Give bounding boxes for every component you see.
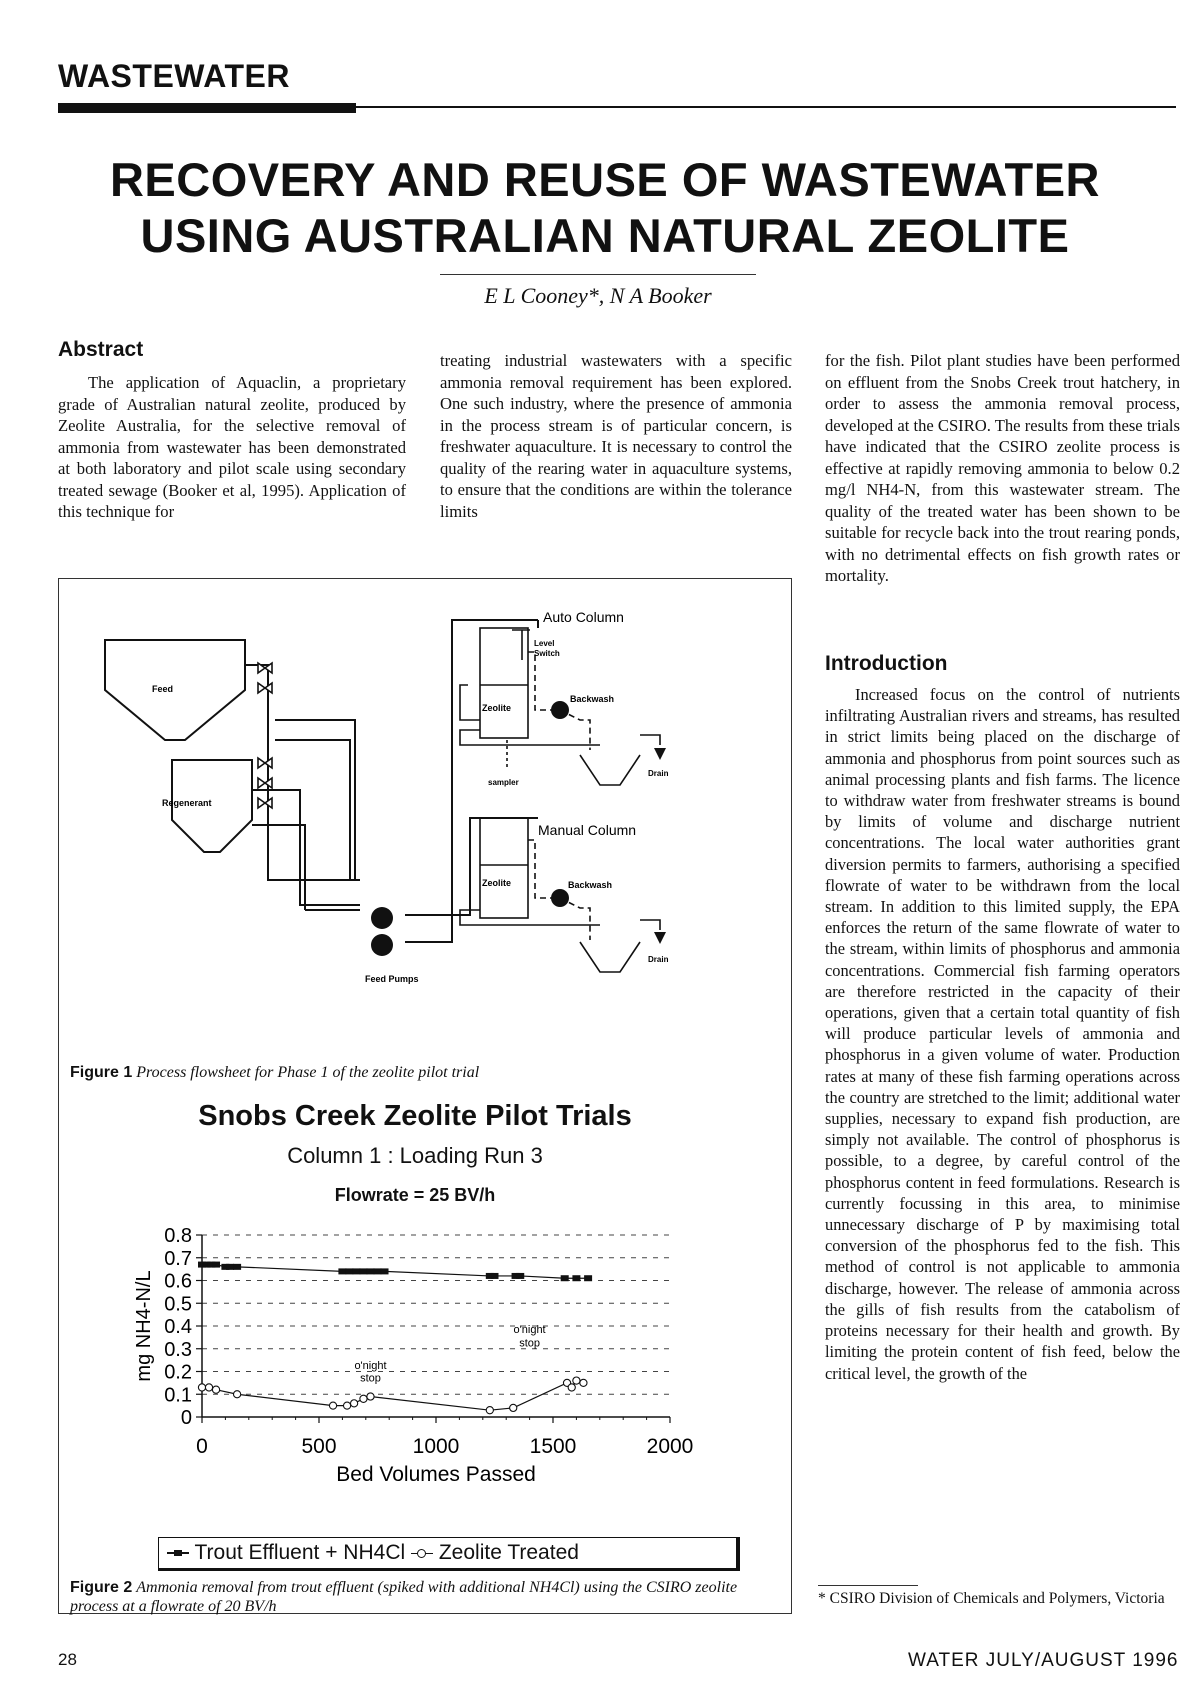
effluent-point-20 bbox=[584, 1275, 592, 1281]
treated-point-10 bbox=[510, 1404, 517, 1411]
y-tick-label-8: 0.8 bbox=[164, 1225, 192, 1247]
treated-point-7 bbox=[360, 1395, 367, 1402]
footnote: * CSIRO Division of Chemicals and Polymers, Victoria bbox=[818, 1590, 1165, 1607]
effluent-point-5 bbox=[226, 1264, 234, 1270]
figure2-caption bbox=[70, 1578, 770, 1616]
label-feed-pumps: Feed Pumps bbox=[365, 974, 419, 984]
introduction-heading: Introduction bbox=[825, 652, 948, 675]
legend-marker-square bbox=[167, 1552, 189, 1554]
figure1-caption-label: Figure 1 bbox=[70, 1064, 133, 1081]
treated-point-0 bbox=[198, 1384, 205, 1391]
drain-arrow-b bbox=[654, 932, 666, 944]
x-tick-label-1: 500 bbox=[301, 1435, 337, 1458]
valve-3 bbox=[258, 758, 272, 768]
label-feed: Feed bbox=[152, 684, 174, 694]
x-tick-label-2: 1000 bbox=[412, 1435, 460, 1458]
label-manual-column: Manual Column bbox=[538, 822, 637, 838]
title-line-2: USING AUSTRALIAN NATURAL ZEOLITE bbox=[140, 209, 1070, 262]
label-regenerant: Regenerant bbox=[162, 798, 212, 808]
chart-y-label: mg NH4-N/L bbox=[133, 1270, 155, 1382]
treated-point-1 bbox=[205, 1384, 212, 1391]
treated-point-6 bbox=[351, 1400, 358, 1407]
abstract-heading: Abstract bbox=[58, 338, 144, 361]
abstract-col1-text: The application of Aquaclin, a proprietary grade of Australian natural zeolite, produced by Zeolite Australia, for the selective removal of ammonia from wastewater has been demonstrated at both laboratory and pilot scale using secondary treated sewage (Booker et al, 1995). Application of this technique for bbox=[58, 373, 406, 521]
label-backwash-b: Backwash bbox=[568, 880, 613, 890]
footnote-rule bbox=[818, 1585, 918, 1586]
effluent-point-15 bbox=[491, 1273, 499, 1279]
y-tick-label-4: 0.4 bbox=[164, 1316, 192, 1338]
annotation-3: stop bbox=[519, 1337, 540, 1350]
valve-group bbox=[258, 663, 272, 808]
treated-point-2 bbox=[212, 1386, 219, 1393]
ammonia-chart bbox=[120, 1205, 760, 1505]
drain-vessel-a bbox=[580, 755, 640, 785]
treated-point-9 bbox=[486, 1407, 493, 1414]
abstract-col3 bbox=[825, 350, 1180, 587]
treated-point-13 bbox=[573, 1377, 580, 1384]
label-level-switch-1: Level bbox=[534, 639, 555, 648]
annotation-2: o'night bbox=[513, 1323, 546, 1336]
effluent-point-8 bbox=[345, 1268, 353, 1274]
abstract-col2 bbox=[440, 350, 792, 522]
manual-column bbox=[480, 818, 528, 918]
label-backwash-a: Backwash bbox=[570, 694, 615, 704]
effluent-point-19 bbox=[572, 1275, 580, 1281]
treated-point-8 bbox=[367, 1393, 374, 1400]
valve-2 bbox=[258, 683, 272, 693]
y-tick-label-1: 0.1 bbox=[164, 1384, 192, 1407]
introduction-body bbox=[825, 684, 1180, 1384]
title-line-1: RECOVERY AND REUSE OF WASTEWATER bbox=[109, 153, 1101, 206]
effluent-point-13 bbox=[381, 1268, 389, 1274]
annotation-1: stop bbox=[360, 1372, 381, 1385]
valve-4 bbox=[258, 778, 272, 788]
backwash-pump-b bbox=[551, 889, 569, 907]
effluent-point-18 bbox=[561, 1275, 569, 1281]
y-tick-label-0: 0 bbox=[180, 1407, 192, 1429]
y-tick-label-6: 0.6 bbox=[164, 1270, 192, 1293]
treated-point-12 bbox=[568, 1384, 575, 1391]
journal-footer: WATER JULY/AUGUST 1996 bbox=[908, 1650, 1179, 1671]
effluent-point-3 bbox=[212, 1262, 220, 1268]
label-zeolite-b: Zeolite bbox=[482, 878, 512, 888]
figure1-caption bbox=[70, 1063, 770, 1082]
label-zeolite-a: Zeolite bbox=[482, 703, 512, 713]
y-tick-label-3: 0.3 bbox=[164, 1338, 192, 1361]
drain-arrow-a bbox=[654, 748, 666, 760]
abstract-col2-text: treating industrial wastewaters with a specific ammonia removal requirement has been explored. One such industry, where the presence of ammonia in the process stream is of particular concern, is freshwater aquaculture. It is necessary to control the quality of the rearing water in aquaculture systems, to ensure that the conditions are within the tolerance limits bbox=[440, 351, 792, 521]
authors: E L Cooney*, N A Booker bbox=[484, 283, 712, 308]
x-tick-label-0: 0 bbox=[196, 1435, 208, 1458]
label-sampler: sampler bbox=[488, 778, 519, 787]
chart-subtitle-2: Flowrate = 25 BV/h bbox=[334, 1185, 496, 1205]
y-tick-label-5: 0.5 bbox=[164, 1293, 192, 1316]
legend-label-effluent: Trout Effluent + NH4Cl bbox=[194, 1541, 406, 1564]
x-tick-label-3: 1500 bbox=[529, 1435, 577, 1458]
legend-marker-circle bbox=[411, 1553, 433, 1554]
y-tick-label-7: 0.7 bbox=[164, 1247, 192, 1270]
effluent-point-9 bbox=[352, 1268, 360, 1274]
chart-x-label: Bed Volumes Passed bbox=[336, 1463, 536, 1486]
backwash-pump-a bbox=[551, 701, 569, 719]
section-bar bbox=[58, 103, 356, 113]
auto-column bbox=[480, 628, 528, 738]
abstract-col1 bbox=[58, 372, 406, 523]
x-tick-label-4: 2000 bbox=[646, 1435, 694, 1458]
authors-rule bbox=[440, 274, 756, 275]
annotation-0: o'night bbox=[354, 1360, 387, 1373]
effluent-point-7 bbox=[338, 1268, 346, 1274]
feed-pump-2 bbox=[371, 934, 393, 956]
chart-legend bbox=[158, 1537, 740, 1571]
y-tick-label-2: 0.2 bbox=[164, 1361, 192, 1384]
effluent-point-17 bbox=[516, 1273, 524, 1279]
label-auto-column: Auto Column bbox=[543, 609, 624, 625]
section-label: WASTEWATER bbox=[58, 58, 290, 94]
label-drain-a: Drain bbox=[648, 769, 669, 778]
section-rule bbox=[356, 106, 1176, 108]
feed-tank bbox=[105, 640, 245, 740]
valve-5 bbox=[258, 798, 272, 808]
chart-title: Snobs Creek Zeolite Pilot Trials bbox=[198, 1100, 632, 1132]
effluent-point-11 bbox=[366, 1268, 374, 1274]
introduction-text: Increased focus on the control of nutrients infiltrating Australian rivers and streams, has resulted in strict limits being placed on the discharge of ammonia and phosphorus from point sources such as animal processing plants and fish farms. The licence to withdraw water from freshwater streams is bound by limits of volume and discharge nutrient concentrations. The local water authorities grant diversion permits to farmers, authorising a specified flowrate of water to be withdrawn from the local stream. In addition to this limited supply, the EPA enforces the return of the same flowrate of water to the stream, within limits of phosphorus and ammonia concentrations. Commercial fish farming operators are therefore restricted in the capacity of their operations, given that a certain total quantity of fish will produce particular levels of ammonia and phosphorus in a given volume of water. Production rates at many of these fish farming operations across the country are stretched to the limit; additional water supplies, necessary to expand fish production, are simply not available. The control of phosphorus is possible, to a degree, by careful control of the phosphorus content in feed formulations. Research is currently focussing in this area, to minimise unnecessary discharge of P by maximising total conversion of the phosphorus fed to the fish. This method of control is not applicable to ammonia discharge, however. The release of ammonia across the gills of fish results from the catabolism of proteins necessary for their health and growth. By limiting the protein content of fish feed, below the critical level, the growth of the bbox=[825, 685, 1180, 1383]
treated-point-3 bbox=[234, 1391, 241, 1398]
chart-subtitle: Column 1 : Loading Run 3 bbox=[287, 1143, 543, 1168]
figure2-caption-label: Figure 2 bbox=[70, 1579, 133, 1596]
effluent-point-10 bbox=[359, 1268, 367, 1274]
legend-label-treated: Zeolite Treated bbox=[438, 1541, 579, 1564]
treated-point-14 bbox=[580, 1379, 587, 1386]
effluent-point-12 bbox=[374, 1268, 382, 1274]
treated-point-5 bbox=[343, 1402, 350, 1409]
label-drain-b: Drain bbox=[648, 955, 669, 964]
feed-pump-1 bbox=[371, 907, 393, 929]
label-level-switch-2: Switch bbox=[534, 649, 560, 658]
figure2-caption-text: Ammonia removal from trout effluent (spiked with additional NH4Cl) using the CSIRO zeolite process at a flowrate of 20 BV/h bbox=[70, 1579, 738, 1615]
article-title bbox=[40, 152, 1170, 264]
drain-vessel-b bbox=[580, 942, 640, 972]
abstract-col3-text: for the fish. Pilot plant studies have been performed on effluent from the Snobs Creek trout hatchery, in order to assess the ammonia removal process, developed at the CSIRO. The results from these trials have indicated that the CSIRO zeolite process is effective at rapidly removing ammonia to below 0.2 mg/l NH4-N, from this wastewater stream. The quality of the treated water has been shown to be suitable for recycle back into the trout rearing ponds, with no detrimental effects on fish growth rates or mortality. bbox=[825, 351, 1180, 585]
page-number: 28 bbox=[58, 1650, 77, 1669]
series-effluent-line bbox=[202, 1265, 588, 1279]
series-treated-line bbox=[202, 1381, 583, 1411]
process-flowsheet bbox=[60, 580, 790, 1060]
figure1-caption-text: Process flowsheet for Phase 1 of the zeolite pilot trial bbox=[136, 1064, 480, 1081]
treated-point-4 bbox=[329, 1402, 336, 1409]
effluent-point-6 bbox=[233, 1264, 241, 1270]
